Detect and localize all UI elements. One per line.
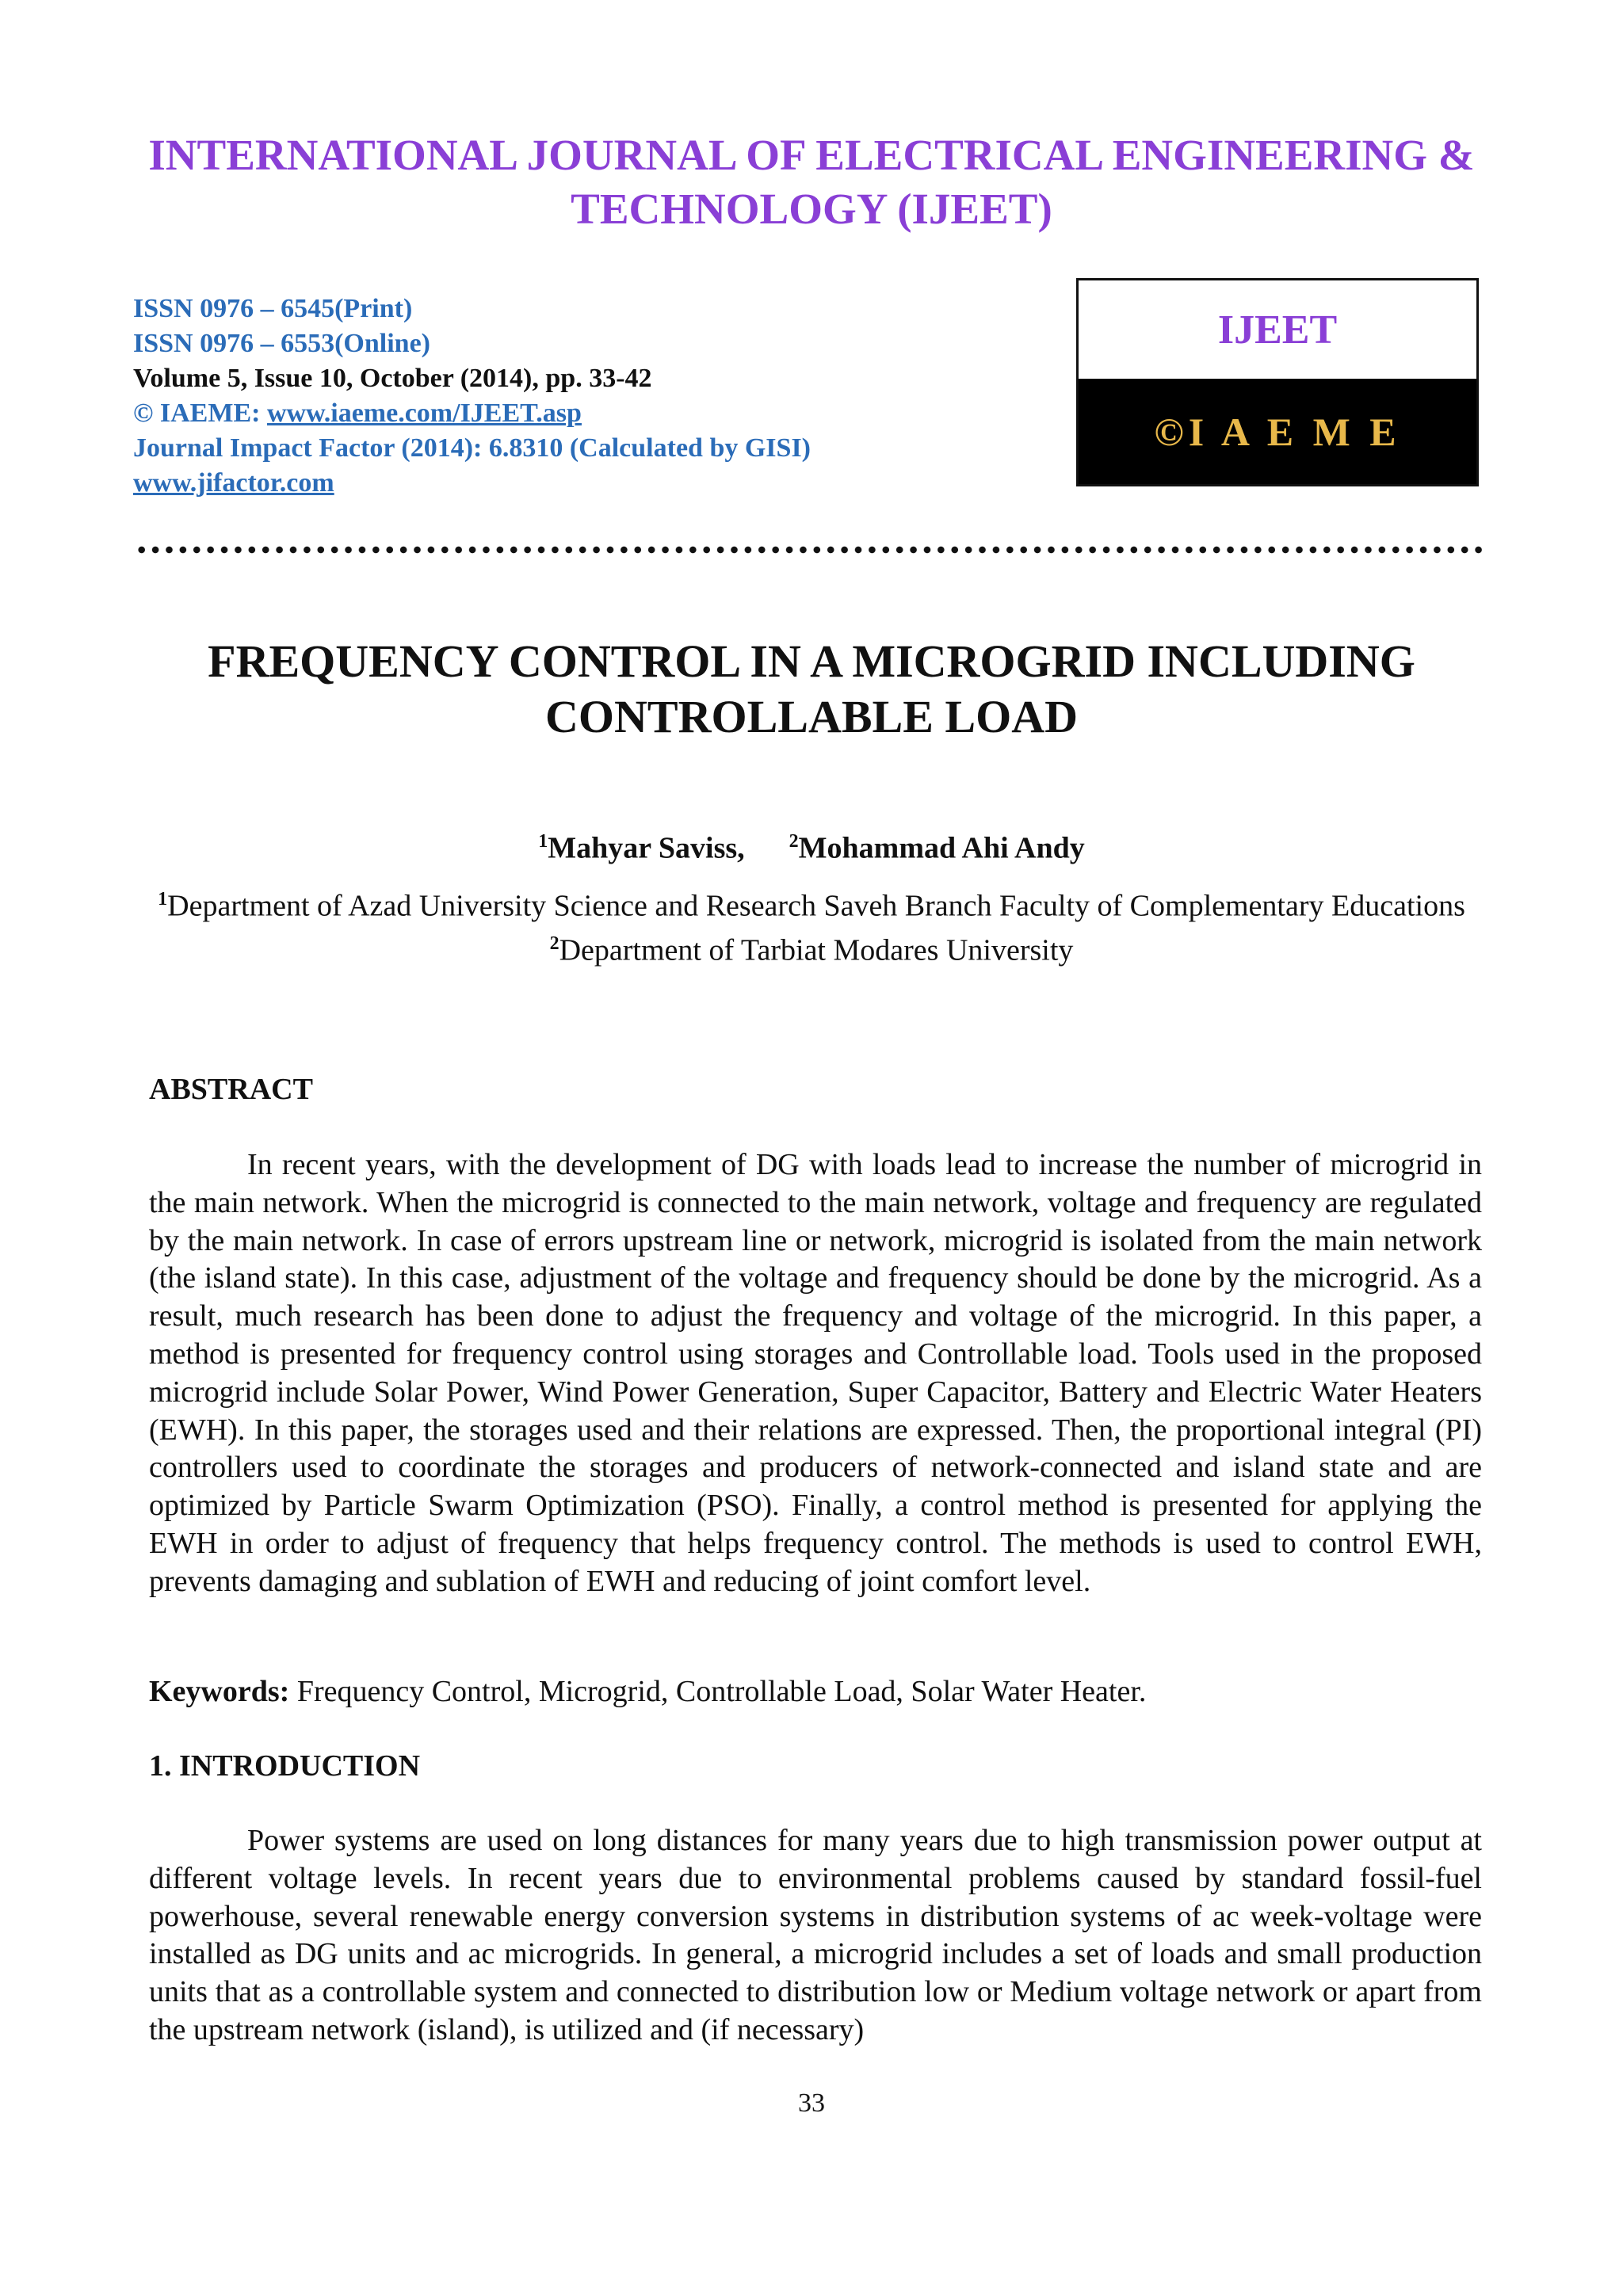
affiliations — [135, 881, 1488, 969]
keywords — [149, 1672, 1146, 1711]
author1-name: Mahyar Saviss, — [548, 831, 745, 865]
author2-name: Mohammad Ahi Andy — [798, 831, 1085, 865]
jifactor-link[interactable]: www.jifactor.com — [133, 468, 334, 498]
keywords-text: Frequency Control, Microgrid, Controllable Load, Solar Water Heater. — [289, 1675, 1147, 1708]
introduction-heading: 1. INTRODUCTION — [149, 1749, 421, 1783]
journal-title — [79, 128, 1544, 236]
paper-title-line1: FREQUENCY CONTROL IN A MICROGRID INCLUDING — [208, 635, 1415, 687]
affiliation2-mark: 2 — [549, 933, 559, 954]
jifactor-line — [133, 466, 811, 501]
iaeme-link[interactable]: www.iaeme.com/IJEET.asp — [266, 399, 582, 428]
ijeet-logo — [1076, 278, 1479, 486]
affiliation-2 — [135, 925, 1488, 970]
journal-title-line1: INTERNATIONAL JOURNAL OF ELECTRICAL ENGINEERING & — [148, 131, 1475, 179]
logo-iaeme-text: ©I A E M E — [1079, 379, 1476, 484]
introduction-text: Power systems are used on long distances for many years due to high transmission power output at different voltage levels. In recent years due to environmental problems caused by standard fossil-fuel powerhouse, several renewable energy conversion systems in distribution systems of ac week-voltage were installed as DG units and ac microgrids. In general, a microgrid includes a set of loads and small production units that as a controllable system and connected to distribution low or Medium voltage network or apart from the upstream network (island), is utilized and (if necessary) — [149, 1824, 1482, 2046]
authors — [0, 822, 1623, 868]
author1-mark: 1 — [538, 831, 548, 852]
abstract-text: In recent years, with the development of DG with loads lead to increase the number of microgrid in the main network. When the microgrid is connected to the main network, voltage and frequency are regulated by the main network. In case of errors upstream line or network, microgrid is isolated from the main network (the island state). In this case, adjustment of the voltage and frequency should be done by the microgrid. As a result, much research has been done to adjust the frequency and voltage of the microgrid. In this paper, a method is presented for frequency control using storages and Controllable load. Tools used in the proposed microgrid include Solar Power, Wind Power Generation, Super Capacitor, Battery and Electric Water Heaters (EWH). In this paper, the storages used and their relations are expressed. Then, the proportional integral (PI) controllers used to coordinate the storages and producers of network-connected and island state and are optimized by Particle Swarm Optimization (PSO). Finally, a control method is presented for applying the EWH in order to adjust of frequency that helps frequency control. The methods is used to control EWH, prevents damaging and sublation of EWH and reducing of joint comfort level. — [149, 1148, 1482, 1598]
journal-metadata — [133, 292, 811, 501]
affiliation1-text: Department of Azad University Science and Research Saveh Branch Faculty of Complementary Educations — [167, 889, 1465, 923]
affiliation1-mark: 1 — [158, 889, 168, 910]
logo-ijeet-text: IJEET — [1079, 280, 1476, 379]
issn-print: ISSN 0976 – 6545(Print) — [133, 294, 413, 323]
author2-mark: 2 — [789, 831, 799, 852]
volume-issue: Volume 5, Issue 10, October (2014), pp. 33-42 — [133, 364, 652, 393]
iaeme-line — [133, 396, 811, 431]
affiliation2-text: Department of Tarbiat Modares University — [559, 933, 1074, 967]
page-number: 33 — [798, 2088, 825, 2118]
issn-online: ISSN 0976 – 6553(Online) — [133, 329, 430, 358]
affiliation-1 — [135, 881, 1488, 925]
impact-factor: Journal Impact Factor (2014): 6.8310 (Calculated by GISI) — [133, 433, 811, 463]
dotted-divider — [135, 545, 1487, 555]
paper-title-line2: CONTROLLABLE LOAD — [545, 691, 1078, 742]
paper-title — [79, 634, 1544, 745]
journal-title-line2: TECHNOLOGY (IJEET) — [571, 185, 1052, 233]
abstract-heading: ABSTRACT — [149, 1073, 313, 1106]
iaeme-prefix: © IAEME: — [133, 399, 267, 428]
keywords-label: Keywords: — [149, 1675, 290, 1708]
